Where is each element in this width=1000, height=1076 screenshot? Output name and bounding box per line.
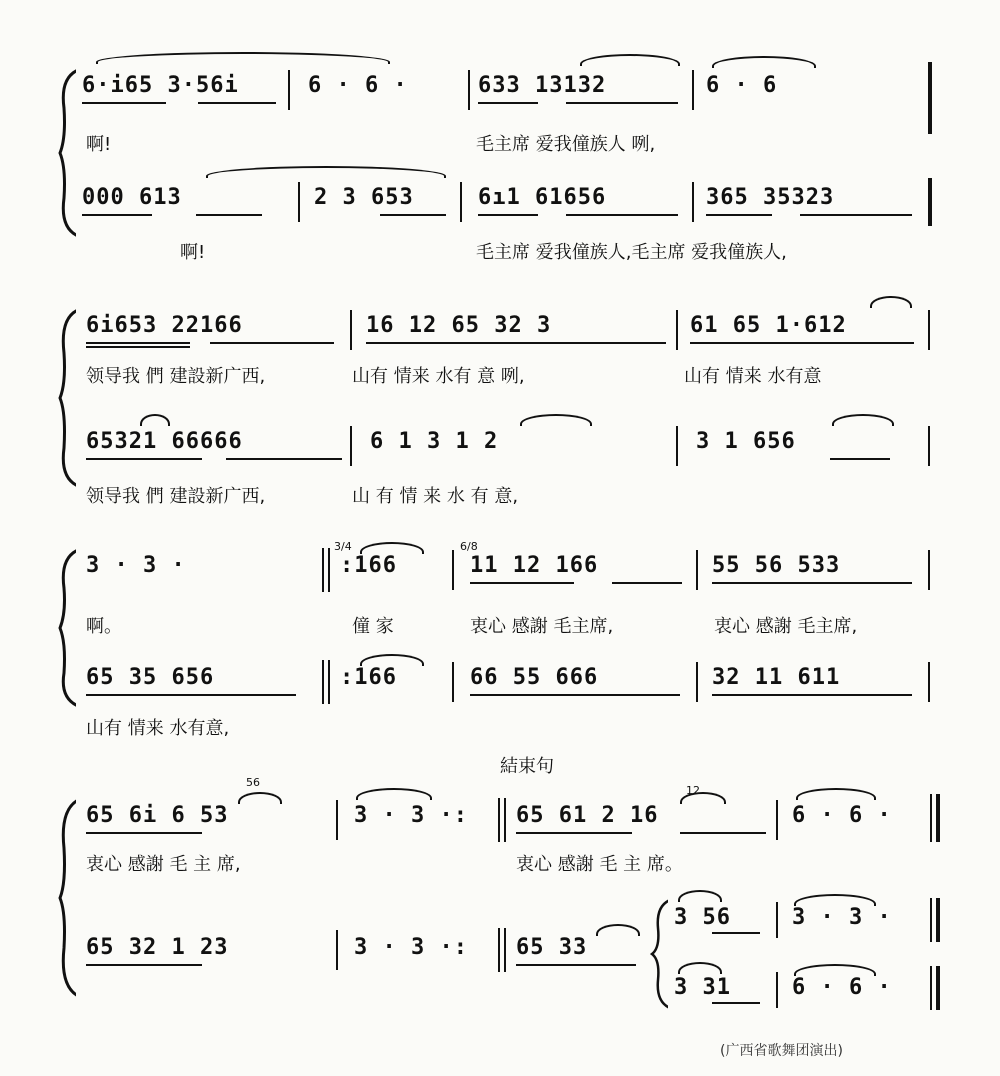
lyric-line: 啊。 bbox=[86, 616, 122, 637]
measure-13-upper: 3 · 3 ·: bbox=[354, 803, 468, 828]
slur bbox=[206, 166, 446, 178]
repeat-barline bbox=[498, 928, 500, 972]
measure-4-lower: 365 35323 bbox=[706, 185, 835, 210]
lyric-line: 领导我 們 建設新广西, bbox=[86, 366, 266, 387]
brace-icon bbox=[58, 68, 76, 238]
beam bbox=[712, 582, 912, 584]
beam bbox=[712, 932, 760, 934]
lyric-line: 衷心 感謝 毛主席, bbox=[714, 616, 858, 637]
split-upper-measure: 3 56 bbox=[674, 905, 731, 930]
lyric-line: 领导我 們 建設新广西, bbox=[86, 486, 266, 507]
slur bbox=[360, 542, 424, 554]
barline bbox=[776, 902, 778, 938]
barline bbox=[350, 426, 352, 466]
barline bbox=[460, 182, 462, 222]
grace-notes: 12 bbox=[686, 784, 700, 797]
slur bbox=[678, 962, 722, 974]
beam bbox=[210, 342, 334, 344]
measure-3-lower: 6ı1 61656 bbox=[478, 185, 607, 210]
barline bbox=[336, 930, 338, 970]
barline bbox=[928, 426, 930, 466]
barline bbox=[776, 800, 778, 840]
slur bbox=[596, 924, 640, 936]
barline bbox=[298, 182, 300, 222]
slur bbox=[580, 54, 680, 66]
measure-11-lower: 32 11 611 bbox=[712, 665, 841, 690]
beam bbox=[800, 214, 912, 216]
lyric-line: 衷心 感謝 毛 主 席。 bbox=[516, 854, 683, 875]
barline bbox=[696, 550, 698, 590]
time-signature: 6/8 bbox=[460, 540, 478, 553]
slur bbox=[520, 414, 592, 426]
lyric-line: 山有 情来 水有意, bbox=[86, 718, 230, 739]
final-barline bbox=[936, 898, 940, 942]
measure-2-lower: 2 3 653 bbox=[314, 185, 414, 210]
beam bbox=[470, 582, 574, 584]
beam bbox=[366, 342, 666, 344]
slur bbox=[360, 654, 424, 666]
slur bbox=[96, 52, 390, 64]
beam bbox=[86, 832, 202, 834]
beam bbox=[478, 102, 538, 104]
beam bbox=[566, 214, 678, 216]
final-barline bbox=[936, 966, 940, 1010]
slur bbox=[238, 792, 282, 804]
measure-8-upper: 3 · 3 · bbox=[86, 553, 186, 578]
final-barline bbox=[930, 966, 932, 1010]
beam bbox=[86, 964, 202, 966]
beam bbox=[830, 458, 890, 460]
lyric-line: 啊! bbox=[86, 134, 112, 155]
barline bbox=[776, 972, 778, 1008]
barline bbox=[928, 62, 932, 134]
beam bbox=[612, 582, 682, 584]
slur bbox=[832, 414, 894, 426]
grace-notes: 56 bbox=[246, 776, 260, 789]
final-barline bbox=[936, 794, 940, 842]
measure-2-upper: 6 · 6 · bbox=[308, 73, 408, 98]
slur bbox=[794, 894, 876, 906]
beam bbox=[86, 694, 296, 696]
beam bbox=[82, 214, 152, 216]
repeat-barline bbox=[504, 928, 506, 972]
slur bbox=[796, 788, 876, 800]
measure-10-lower: 66 55 666 bbox=[470, 665, 599, 690]
barline bbox=[452, 550, 454, 590]
measure-12-upper: 65 6i 6 53 bbox=[86, 803, 229, 828]
measure-5-upper: 6i653 22166 bbox=[86, 313, 243, 338]
measure-1-upper: 6·i65 3·56i bbox=[82, 73, 239, 98]
barline bbox=[692, 70, 694, 110]
barline bbox=[928, 178, 932, 226]
slur bbox=[140, 414, 170, 426]
lyric-line: 啊! bbox=[180, 242, 206, 263]
lyric-line: 毛主席 爱我僮族人 咧, bbox=[476, 134, 656, 155]
slur bbox=[870, 296, 912, 308]
beam bbox=[86, 458, 202, 460]
measure-11-upper: 55 56 533 bbox=[712, 553, 841, 578]
beam bbox=[380, 214, 446, 216]
measure-3-upper: 633 13132 bbox=[478, 73, 607, 98]
lyric-line: 衷心 感謝 毛 主 席, bbox=[86, 854, 241, 875]
barline bbox=[468, 70, 470, 110]
measure-15-upper: 6 · 6 · bbox=[792, 803, 892, 828]
source-note: (广西省歌舞团演出) bbox=[720, 1043, 843, 1059]
beam bbox=[198, 102, 276, 104]
barline bbox=[928, 310, 930, 350]
beam bbox=[516, 832, 632, 834]
measure-6-upper: 16 12 65 32 3 bbox=[366, 313, 552, 338]
slur bbox=[678, 890, 722, 902]
lyric-line: 山有 情来 水有 意 咧, bbox=[352, 366, 525, 387]
brace-icon bbox=[650, 898, 668, 1010]
measure-5-lower: 65321 66666 bbox=[86, 429, 243, 454]
measure-9-upper: :166 bbox=[340, 553, 397, 578]
lyric-line: 山 有 情 来 水 有 意, bbox=[352, 486, 519, 507]
beam bbox=[82, 102, 166, 104]
system-2 bbox=[0, 280, 1000, 520]
beam bbox=[196, 214, 262, 216]
measure-6-lower: 6 1 3 1 2 bbox=[370, 429, 499, 454]
lyric-line: 毛主席 爱我僮族人,毛主席 爱我僮族人, bbox=[476, 242, 787, 263]
barline bbox=[336, 800, 338, 840]
final-barline bbox=[930, 898, 932, 942]
brace-icon bbox=[58, 798, 76, 998]
repeat-barline bbox=[328, 548, 330, 592]
brace-icon bbox=[58, 548, 76, 708]
brace-icon bbox=[58, 308, 76, 488]
system-4 bbox=[0, 750, 1000, 1030]
system-1 bbox=[0, 30, 1000, 263]
slur bbox=[680, 792, 726, 804]
beam bbox=[680, 832, 766, 834]
repeat-barline bbox=[322, 660, 324, 704]
split-lower-measure: 3 31 bbox=[674, 975, 731, 1000]
slur bbox=[356, 788, 432, 800]
beam bbox=[706, 214, 772, 216]
barline bbox=[928, 662, 930, 702]
beam bbox=[712, 1002, 760, 1004]
slur bbox=[794, 964, 876, 976]
split-lower-measure: 6 · 6 · bbox=[792, 975, 892, 1000]
barline bbox=[452, 662, 454, 702]
beam bbox=[516, 964, 636, 966]
beam bbox=[712, 694, 912, 696]
measure-9-lower: :166 bbox=[340, 665, 397, 690]
measure-14-upper: 65 61 2 16 bbox=[516, 803, 659, 828]
lyric-line: 僮 家 bbox=[352, 616, 394, 637]
lyric-line: 山有 情来 水有意 bbox=[684, 366, 822, 387]
measure-4-upper: 6 · 6 bbox=[706, 73, 778, 98]
measure-1-lower: 000 613 bbox=[82, 185, 182, 210]
beam bbox=[478, 214, 538, 216]
barline bbox=[928, 550, 930, 590]
ending-label: 結束句 bbox=[500, 756, 554, 777]
lyric-line: 衷心 感謝 毛主席, bbox=[470, 616, 614, 637]
barline bbox=[676, 310, 678, 350]
split-upper-measure: 3 · 3 · bbox=[792, 905, 892, 930]
final-barline bbox=[930, 794, 932, 842]
repeat-barline bbox=[328, 660, 330, 704]
measure-14-lower: 65 33 bbox=[516, 935, 588, 960]
beam bbox=[470, 694, 680, 696]
repeat-barline bbox=[504, 798, 506, 842]
measure-13-lower: 3 · 3 ·: bbox=[354, 935, 468, 960]
measure-12-lower: 65 32 1 23 bbox=[86, 935, 229, 960]
beam bbox=[566, 102, 678, 104]
barline bbox=[350, 310, 352, 350]
repeat-barline bbox=[498, 798, 500, 842]
measure-10-upper: 11 12 166 bbox=[470, 553, 599, 578]
measure-7-lower: 3 1 656 bbox=[696, 429, 796, 454]
system-3 bbox=[0, 520, 1000, 740]
beam bbox=[86, 342, 190, 344]
measure-8-lower: 65 35 656 bbox=[86, 665, 215, 690]
repeat-barline bbox=[322, 548, 324, 592]
barline bbox=[696, 662, 698, 702]
measure-7-upper: 61 65 1·612 bbox=[690, 313, 847, 338]
barline bbox=[692, 182, 694, 222]
barline bbox=[288, 70, 290, 110]
time-signature: 3/4 bbox=[334, 540, 352, 553]
beam bbox=[86, 346, 190, 348]
beam bbox=[690, 342, 914, 344]
slur bbox=[712, 56, 816, 68]
beam bbox=[226, 458, 342, 460]
barline bbox=[676, 426, 678, 466]
